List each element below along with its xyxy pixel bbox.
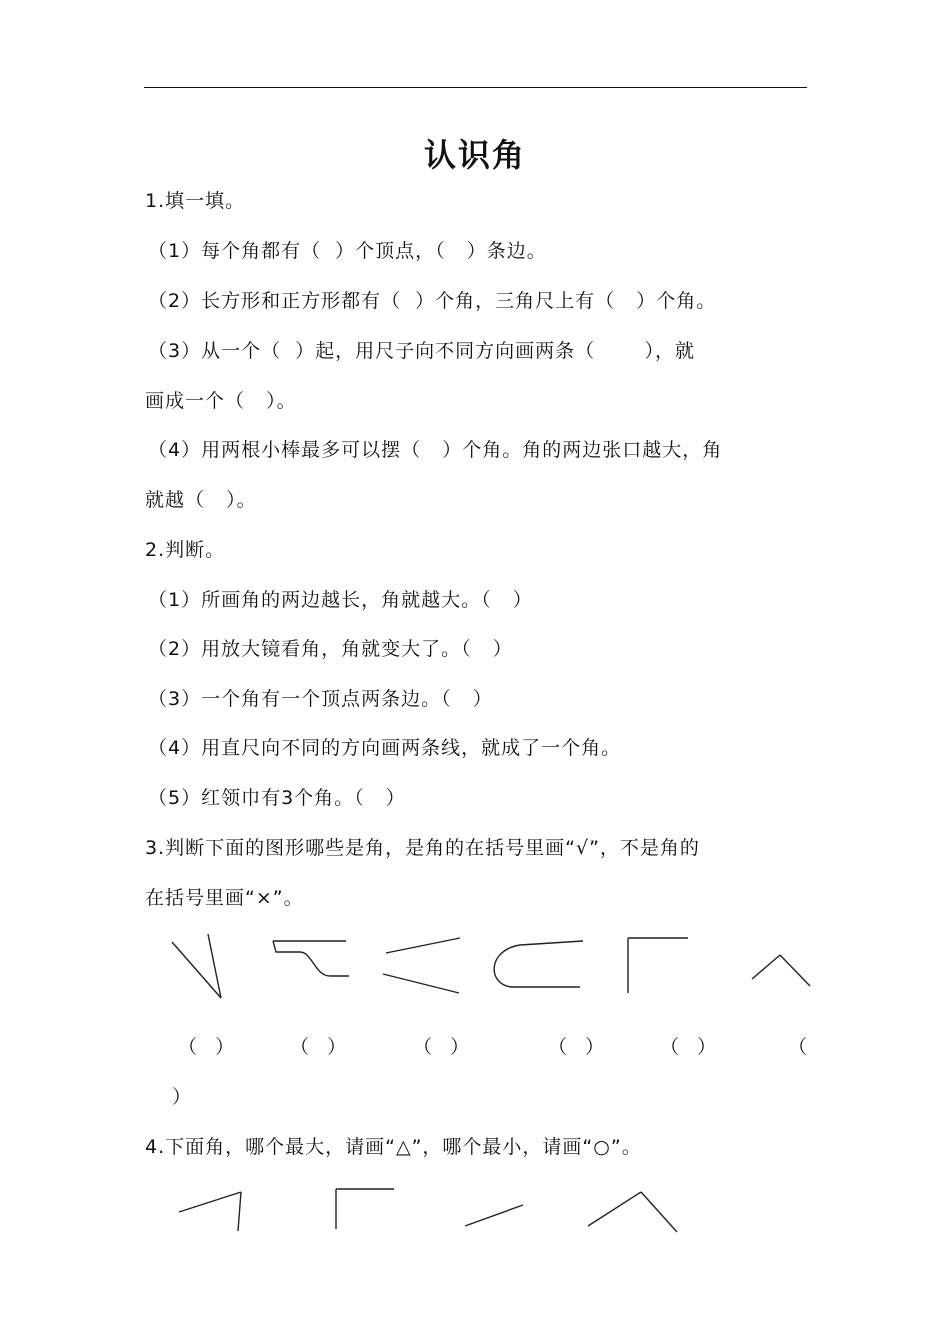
q2-heading: 2.判断。	[145, 539, 226, 561]
q1-heading: 1.填一填。	[145, 190, 246, 212]
q2-item: （3）一个角有一个顶点两条边。（ ）	[148, 688, 493, 710]
q4-heading: 4.下面角，哪个最大，请画“△”，哪个最小，请画“○”。	[145, 1136, 642, 1158]
q2-item: （5）红领巾有3个角。（ ）	[148, 787, 406, 809]
q1-item-continued: 就越（ ）。	[145, 489, 257, 511]
q4-angle-4	[588, 1192, 677, 1232]
q3-figure-2	[273, 941, 349, 976]
q2-item: （2）用放大镜看角，角就变大了。（ ）	[148, 638, 513, 660]
q3-figure-4	[494, 941, 583, 987]
answer-bracket[interactable]: （	[788, 1036, 808, 1058]
answer-bracket-wrap: ）	[172, 1086, 192, 1108]
answer-bracket[interactable]: （ ）	[413, 1036, 470, 1058]
q1-item-continued: 画成一个（ ）。	[145, 390, 297, 412]
answer-bracket[interactable]: （ ）	[290, 1036, 347, 1058]
q1-item: （1）每个角都有（ ）个顶点，（ ）条边。	[148, 240, 547, 262]
answer-bracket[interactable]: （ ）	[178, 1036, 235, 1058]
q2-item: （4）用直尺向不同的方向画两条线，就成了一个角。	[148, 737, 622, 759]
q3-figure-3	[383, 938, 460, 993]
q3-figure-6	[752, 955, 810, 986]
q3-figure-1	[172, 934, 221, 998]
q3-figure-5	[628, 938, 688, 993]
q1-item: （3）从一个（ ）起，用尺子向不同方向画两条（ ），就	[148, 340, 695, 362]
answer-bracket[interactable]: （ ）	[548, 1036, 605, 1058]
answer-bracket[interactable]: （ ）	[660, 1036, 717, 1058]
q4-angle-1	[179, 1192, 241, 1231]
page-title: 认识角	[423, 136, 526, 174]
q1-item: （4）用两根小棒最多可以摆（ ）个角。角的两边张口越大，角	[148, 439, 723, 461]
q4-angle-2	[336, 1189, 394, 1229]
q3-heading: 3.判断下面的图形哪些是角，是角的在括号里画“√”，不是角的	[145, 837, 700, 859]
q1-item: （2）长方形和正方形都有（ ）个角，三角尺上有（ ）个角。	[148, 290, 717, 312]
q2-item: （1）所画角的两边越长，角就越大。（ ）	[148, 589, 533, 611]
q3-heading-continued: 在括号里画“×”。	[145, 887, 304, 909]
q4-angle-3	[465, 1205, 523, 1226]
